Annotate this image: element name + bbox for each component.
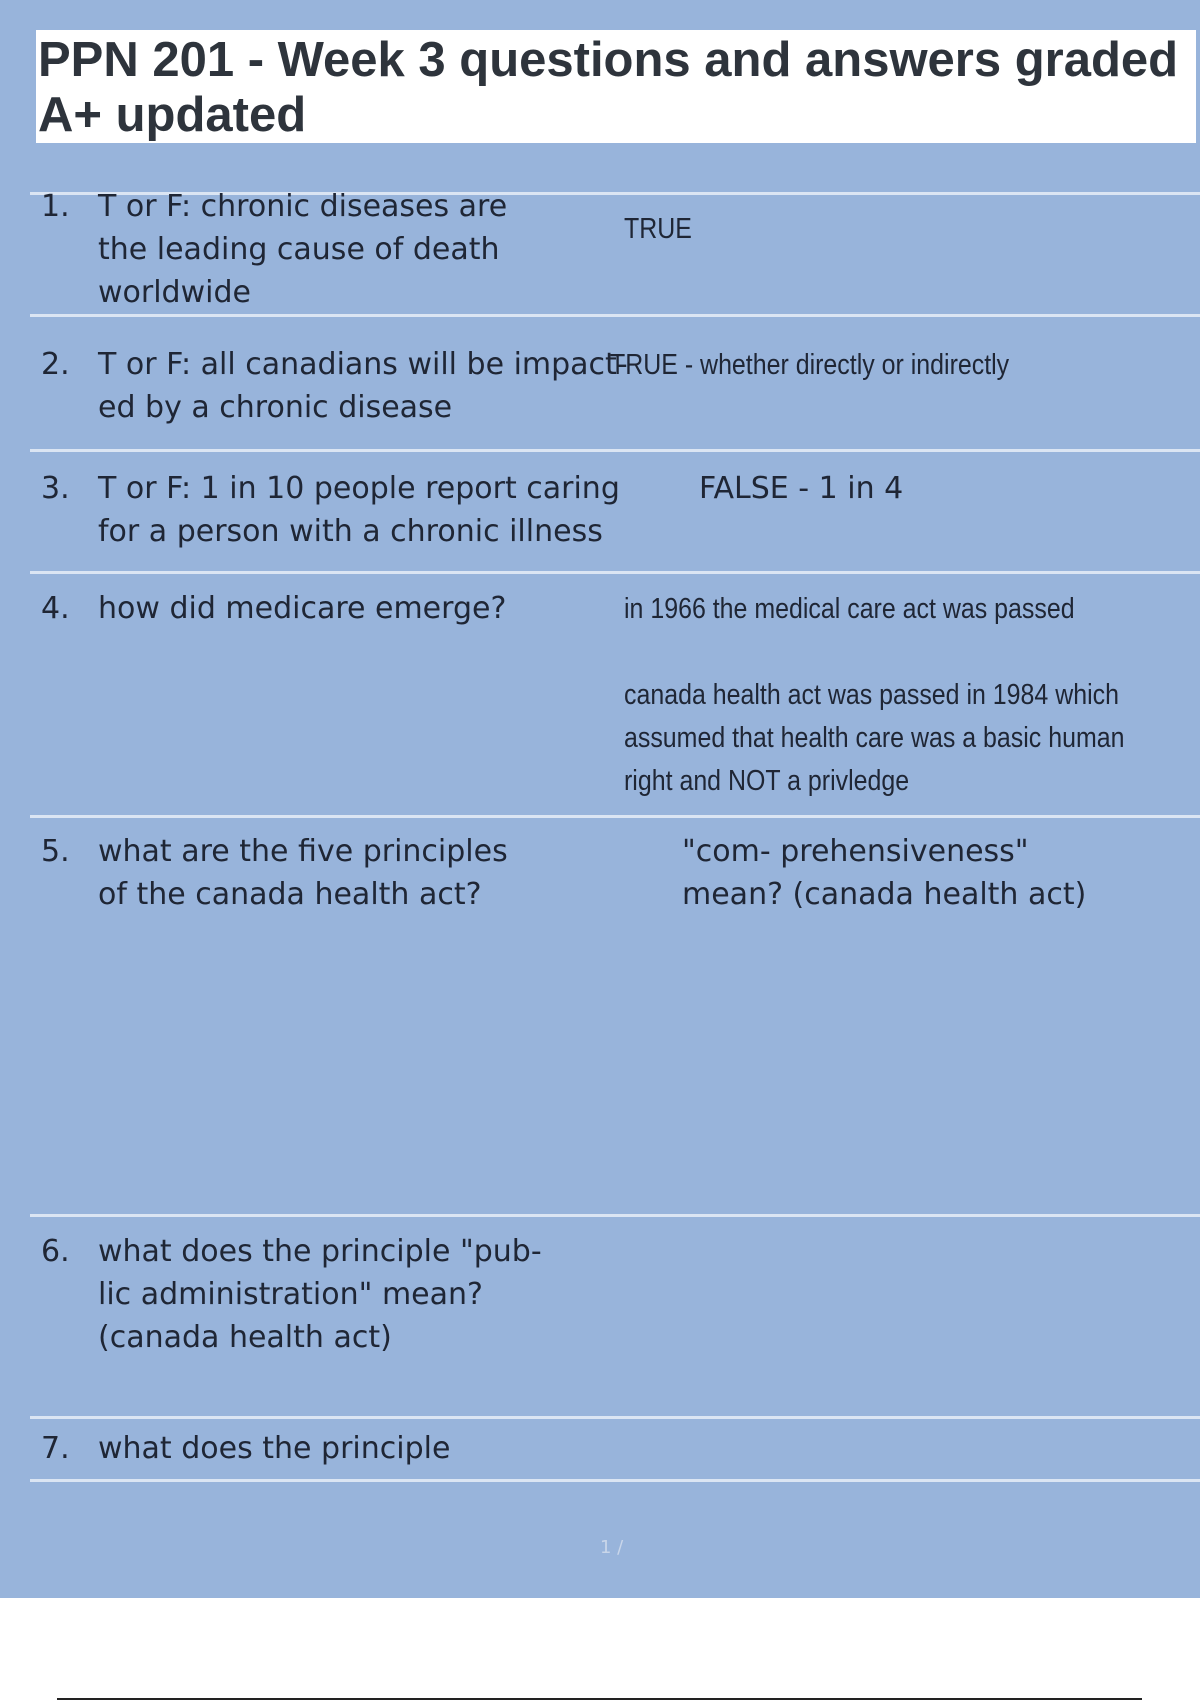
question-text: how did medicare emerge? xyxy=(98,591,507,626)
qa-row-5 xyxy=(30,815,1200,1216)
question-text: T or F: 1 in 10 people report caring for a person with a chronic illness xyxy=(98,471,620,549)
answer-text: FALSE - 1 in 4 xyxy=(699,471,904,506)
question-number: 2. xyxy=(41,347,70,382)
qa-row-6 xyxy=(30,1214,1200,1418)
qa-row-4 xyxy=(30,571,1200,817)
question-text: what are the five principles of the canada health act? xyxy=(98,834,508,912)
answer-text: TRUE xyxy=(624,213,692,245)
question-text: T or F: all canadians will be impact- ed by a chronic disease xyxy=(98,347,628,425)
question-number: 5. xyxy=(41,834,70,869)
answer-text: in 1966 the medical care act was passed canada health act was passed in 1984 which assumed that health care was a basic human right and NOT a privledge xyxy=(624,593,1125,797)
answer-text: TRUE - whether directly or indirectly xyxy=(610,349,1010,381)
question-number: 4. xyxy=(41,591,70,626)
question-number: 7. xyxy=(41,1431,70,1466)
question-text: what does the principle "pub- lic administration" mean? (canada health act) xyxy=(98,1234,542,1355)
question-number: 3. xyxy=(41,471,70,506)
title-box xyxy=(36,30,1196,143)
qa-row-7 xyxy=(30,1416,1200,1482)
answer-text: "com- prehensiveness" mean? (canada health act) xyxy=(682,834,1087,912)
qa-row-1 xyxy=(30,189,1200,316)
question-text: what does the principle xyxy=(98,1431,451,1466)
qa-row-3 xyxy=(30,449,1200,573)
qa-row-2 xyxy=(30,314,1200,451)
question-text: T or F: chronic diseases are the leading cause of death worldwide xyxy=(98,189,508,310)
question-number: 6. xyxy=(41,1234,70,1269)
document-title: PPN 201 - Week 3 questions and answers graded A+ updated xyxy=(38,33,1179,142)
question-number: 1. xyxy=(41,189,70,224)
page-number: 1 / xyxy=(600,1537,624,1558)
